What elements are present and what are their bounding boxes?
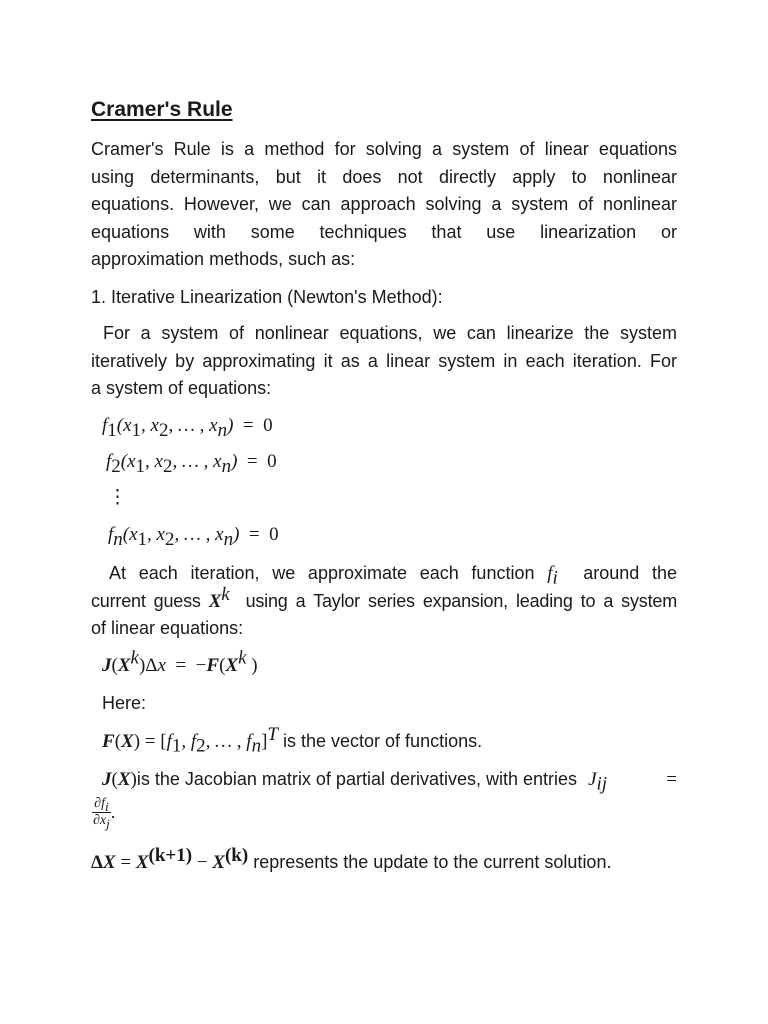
iteration-text-a: At each iteration, we approximate each function <box>109 563 535 583</box>
newton-line: iteratively by approximating it as a linear system in each iteration. For <box>91 350 677 371</box>
intro-line: Cramer's Rule is a method for solving a system of linear equations <box>91 139 677 159</box>
here-label: Here: <box>102 693 147 713</box>
equation-fn: $f_n(x_1$, $x_2$, … , $x_n) = 0$ <box>108 524 279 550</box>
newton-line: a system of equations: <box>91 378 272 398</box>
newton-line: For a system of nonlinear equations, we can linearize the system <box>103 323 677 343</box>
iteration-text-b: around the <box>583 563 677 583</box>
intro-line: approximation methods, such as: <box>91 249 356 269</box>
iteration-line: of linear equations: <box>91 618 244 638</box>
definition-J-text: is the Jacobian matrix of partial derivatives, with entries <box>136 769 578 789</box>
newton-paragraph <box>91 320 677 403</box>
newton-equation: $J(X^k)\Delta x = -F(X^k$ ) <box>102 647 258 676</box>
intro-line: equations with some techniques that use linearization or <box>91 221 677 242</box>
intro-paragraph <box>91 136 677 274</box>
definition-J-equals: = <box>666 769 677 790</box>
equation-f2: $f_2(x_1$, $x_2$, … , $x_n) = 0$ <box>106 451 277 477</box>
jacobian-fraction: $\frac{\partial f_i}{\partial x_j}$ . <box>93 796 116 831</box>
definition-J: J(X)is the Jacobian matrix of partial derivatives, with entries $J_{ij}$ = <box>102 766 677 793</box>
section-heading: 1. Iterative Linearization (Newton's Method): <box>91 287 443 307</box>
definition-deltaX-text: represents the update to the current solution. <box>253 852 612 872</box>
iteration-paragraph <box>91 560 677 643</box>
iteration-line: current guess $X^k$ using a Taylor series expansion, leading to a system <box>91 583 677 612</box>
definition-F: $F(X) = [f_1$, $f_2$, … , $f_n]^T$ is the vector of functions. <box>102 724 483 757</box>
iteration-line: At each iteration, we approximate each function $f_i$ around the <box>109 563 677 589</box>
vertical-ellipsis: ⋮ <box>108 487 127 508</box>
intro-line: using determinants, but it does not directly apply to nonlinear <box>91 166 677 187</box>
intro-line: equations. However, we can approach solving a system of nonlinear <box>91 194 677 214</box>
definition-deltaX: $\Delta X = X^{(k+1)} - X^{(k)}$ represents the update to the current solution. <box>91 845 612 873</box>
definition-F-text: is the vector of functions. <box>283 731 483 751</box>
iteration-text-c: current guess <box>91 590 201 611</box>
document-title: Cramer's Rule <box>91 98 233 121</box>
iteration-text-d: using a Taylor series expansion, leading to a system <box>245 590 677 611</box>
equation-f1: $f_1(x_1$, $x_2$, … , $x_n) = 0$ <box>102 415 273 441</box>
